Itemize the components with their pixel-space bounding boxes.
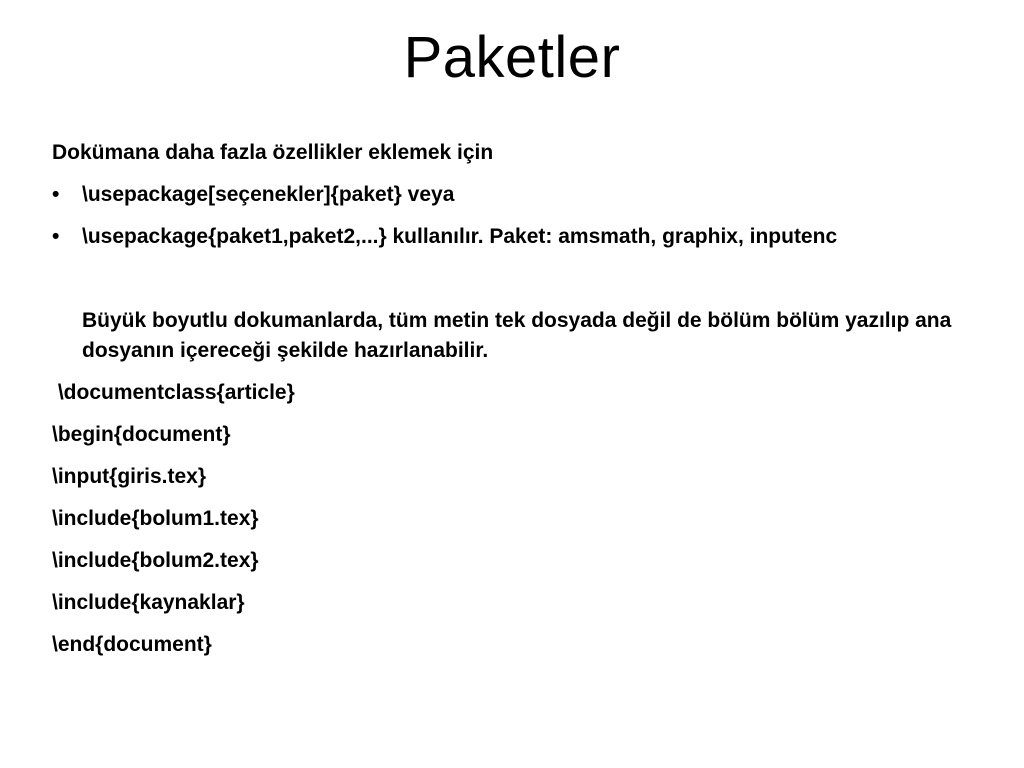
note-paragraph: Büyük boyutlu dokumanlarda, tüm metin tek dosyada değil de bölüm bölüm yazılıp ana dosyanın içereceği şekilde hazırlanabilir. [82, 309, 958, 362]
slide-title: Paketler [403, 25, 621, 90]
code-line: \documentclass{article} [52, 381, 295, 404]
intro-text: Dokümana daha fazla özellikler eklemek için [52, 141, 494, 164]
code-line: \include{bolum1.tex} [52, 507, 259, 530]
bullet-dot-icon: • [52, 183, 60, 206]
bullet-item [52, 180, 952, 210]
code-line: \include{kaynaklar} [52, 591, 245, 614]
code-line: \begin{document} [52, 423, 231, 446]
code-line: \input{giris.tex} [52, 465, 207, 488]
slide-body [52, 138, 958, 660]
bullet-item [52, 222, 952, 252]
code-line: \include{bolum2.tex} [52, 549, 259, 572]
bullet-dot-icon: • [52, 225, 60, 248]
bullet-text: \usepackage[seçenekler]{paket} veya [82, 183, 455, 206]
bullet-text: \usepackage{paket1,paket2,...} kullanılır. Paket: amsmath, graphix, inputenc [82, 225, 838, 248]
code-line: \end{document} [52, 633, 212, 656]
